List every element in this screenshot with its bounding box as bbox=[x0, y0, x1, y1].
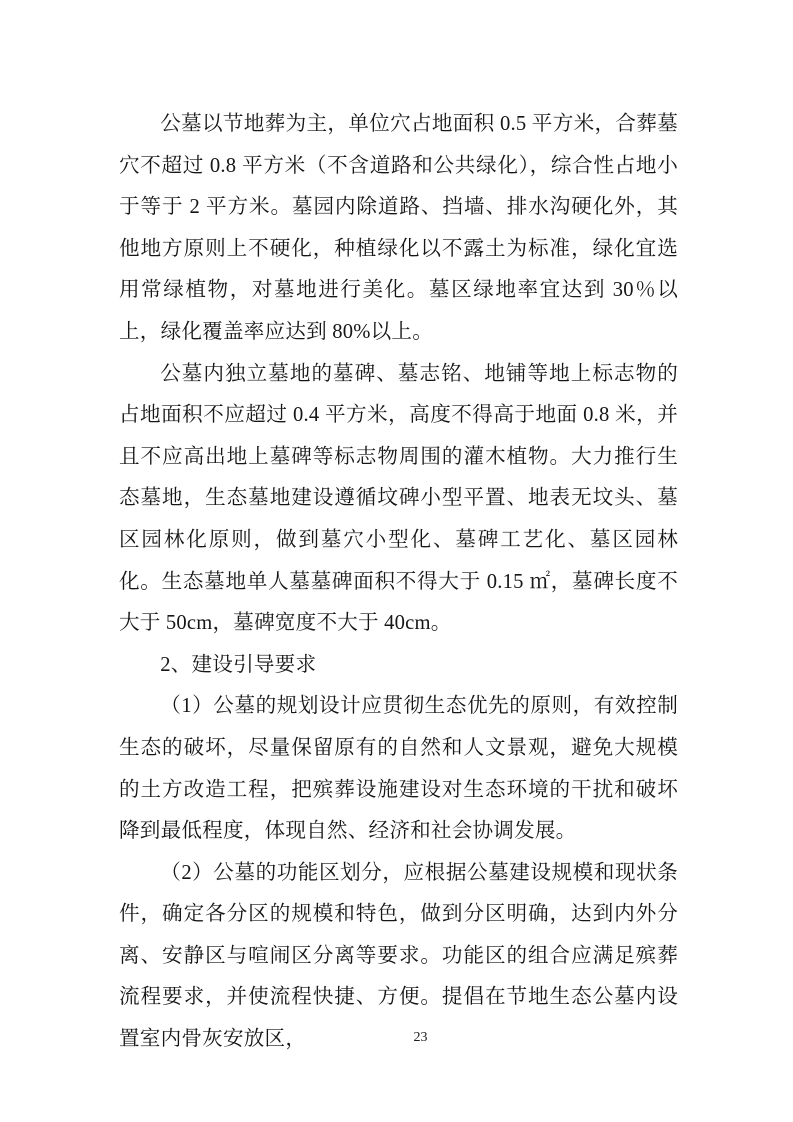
paragraph-item-1-planning-design: （1）公墓的规划设计应贯彻生态优先的原则，有效控制生态的破坏，尽量保留原有的自然和人文景观，避免大规模的土方改造工程，把殡葬设施建设对生态环境的干扰和破坏降到最低程度，体现自然、经济和社会协调发展。 bbox=[119, 695, 678, 843]
paragraph-tombstone-standards: 公墓内独立墓地的墓碑、墓志铭、地铺等地上标志物的占地面积不应超过 0.4 平方米，高度不得高于地面 0.8 米，并且不应高出地上墓碑等标志物周围的灌木植物。大力推行生态墓地，生态墓地建设遵循坟碑小型平置、地表无坟头、墓区园林化原则，做到墓穴小型化、墓碑工艺化、墓区园林化。生态墓地单人墓墓碑面积不得大于 0.15 ㎡，墓碑长度不大于 50cm，墓碑宽度不大于 40cm。 bbox=[119, 362, 678, 635]
document-body bbox=[119, 104, 678, 1061]
heading-construction-guidance: 2、建设引导要求 bbox=[160, 653, 317, 676]
paragraph-item-2-functional-zones: （2）公墓的功能区划分，应根据公墓建设规模和现状条件，确定各分区的规模和特色，做到分区明确，达到内外分离、安静区与喧闹区分离等要求。功能区的组合应满足殡葬流程要求，并使流程快捷、方便。提倡在节地生态公墓内设置室内骨灰安放区， bbox=[119, 861, 678, 1051]
page-number: 23 bbox=[413, 1030, 428, 1045]
paragraph-burial-area-standards: 公墓以节地葬为主，单位穴占地面积 0.5 平方米，合葬墓穴不超过 0.8 平方米（不含道路和公共绿化），综合性占地小于等于 2 平方米。墓园内除道路、挡墙、排水沟硬化外，其他地方原则上不硬化，种植绿化以不露土为标准，绿化宜选用常绿植物，对墓地进行美化。墓区绿地率宜达到 30％以上，绿化覆盖率应达到 80%以上。 bbox=[119, 113, 678, 343]
